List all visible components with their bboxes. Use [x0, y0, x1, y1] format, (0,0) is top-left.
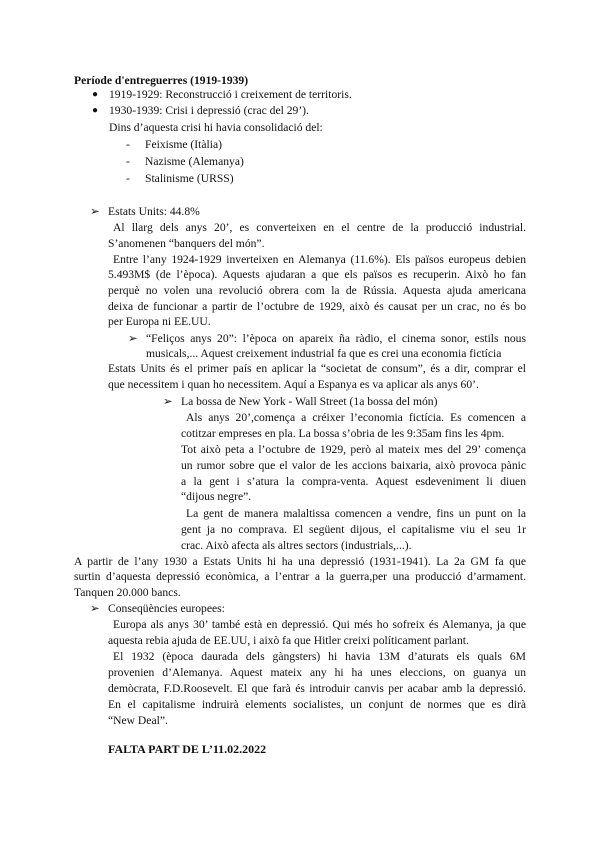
paragraph-line: “New Deal”.	[108, 714, 168, 727]
paragraph-line: musicals,... Aquest creixement industrial fa que es crei una economia fictícia	[146, 347, 502, 360]
arrow-bullet-icon: ➢	[90, 602, 100, 615]
ideology-item: Stalinisme (URSS)	[145, 172, 234, 185]
paragraph-line: cotitzar empreses en pla. La bossa s’obria de les 9:35am fins les 4pm.	[181, 427, 505, 440]
arrow-bullet-icon: ➢	[128, 332, 138, 345]
paragraph-line: Tot això peta a l’octubre de 1929, però al mateix mes del 29’ comença	[181, 443, 526, 456]
ideology-item: Feixisme (Itàlia)	[145, 138, 222, 151]
paragraph-line: Entre l’any 1924-1929 inverteixen en Alemanya (11.6%). Els països europeus debien	[113, 253, 526, 266]
paragraph-line: que necessitem i quan ho necessitem. Aquí a Espanya es va aplicar als anys 60’.	[108, 378, 479, 391]
arrow-bullet-icon: ➢	[163, 395, 173, 408]
eu-heading: Conseqüències europees:	[108, 602, 225, 615]
crisis-intro: Dins d’aquesta crisi hi havia consolidació del:	[109, 121, 323, 134]
paragraph-line: Als anys 20’,comença a créixer l’economia fictícia. Es comencen a	[186, 411, 526, 424]
paragraph-line: En el capitalisme indruirà elements socialistes, un conjunt de normes que es dirà	[108, 698, 526, 711]
paragraph-line: a la gent i s’atura la compra-venta. Aquest esdeveniment li diuen	[181, 475, 526, 488]
arrow-bullet-icon: ➢	[90, 205, 100, 218]
dash-marker: -	[126, 155, 130, 168]
paragraph-line: 5.493M$ (de l’època). Aquests ajudaran a que els països es recuperin. Això ho fan	[108, 268, 526, 281]
paragraph-line: provenien d’Alemanya. Aquest mateix any hi ha unes eleccions, on guanya un	[108, 666, 526, 679]
paragraph-line: aquesta rebia ajuda de EE.UU, i això fa que Hitler creixi políticament parlant.	[108, 634, 469, 647]
paragraph-line: Estats Units és el primer país en aplicar la “societat de consum”, és a dir, comprar el	[108, 362, 526, 375]
paragraph-line: S’anomenen “banquers del món”.	[108, 237, 265, 250]
paragraph-line: deixa de funcionar a partir de l’octubre de 1929, això és causat per un crac, no és bo	[108, 300, 526, 313]
us-heading: Estats Units: 44.8%	[108, 205, 200, 218]
paragraph-line: per Europa ni EE.UU.	[108, 315, 211, 328]
paragraph-line: Europa als anys 30’ també està en depressió. Qui més ho sofreix és Alemanya, ja que	[113, 618, 526, 631]
paragraph-line: Al llarg dels anys 20’, es converteixen en el centre de la producció industrial.	[113, 221, 526, 234]
bullet-item: 1919-1929: Reconstrucció i creixement de territoris.	[109, 88, 352, 101]
paragraph-line: surtin d’aquesta depressió econòmica, a l’entrar a la guerra,per una producció d’armament.	[74, 570, 526, 583]
paragraph-line: A partir de l’any 1930 a Estats Units hi ha una depressió (1931-1941). La 2a GM fa que	[74, 555, 526, 568]
dash-marker: -	[126, 138, 130, 151]
paragraph-line: crac. Això afecta als altres sectors (industrials,...).	[181, 539, 412, 552]
paragraph-line: “dijous negre”.	[181, 490, 252, 503]
paragraph-line: El 1932 (època daurada dels gàngsters) hi havia 13M d’aturats els quals 6M	[113, 650, 526, 663]
wallstreet-heading: La bossa de New York - Wall Street (1a bossa del món)	[181, 395, 438, 408]
dash-marker: -	[126, 172, 130, 185]
missing-part-note: FALTA PART DE L’11.02.2022	[108, 742, 267, 756]
ideology-item: Nazisme (Alemanya)	[145, 155, 244, 168]
paragraph-line: un rumor sobre que el valor de les accions baixaria, això provoca pànic	[181, 459, 526, 472]
paragraph-line: La gent de manera malaltissa comencen a vendre, fins un punt on la	[186, 507, 526, 520]
bullet-item: 1930-1939: Crisi i depressió (crac del 29’).	[109, 104, 309, 117]
paragraph-line: Tanquen 20.000 bancs.	[74, 586, 181, 599]
paragraph-line: “Feliços anys 20”: l’època on apareix ña ràdio, el cinema sonor, estils nous	[146, 332, 526, 345]
bullet-dot: ●	[92, 105, 99, 116]
paragraph-line: demòcrata, F.D.Roosevelt. El que farà és introduir canvis per acabar amb la depressió.	[108, 682, 526, 695]
page-title: Període d'entreguerres (1919-1939)	[74, 74, 249, 87]
paragraph-line: perquè no volen una revolució obrera com la de Rússia. Aquesta ajuda americana	[108, 284, 526, 297]
paragraph-line: gent ja no comprava. El següent dijous, el capitalisme viu el seu 1r	[181, 523, 526, 536]
bullet-dot: ●	[92, 89, 99, 100]
